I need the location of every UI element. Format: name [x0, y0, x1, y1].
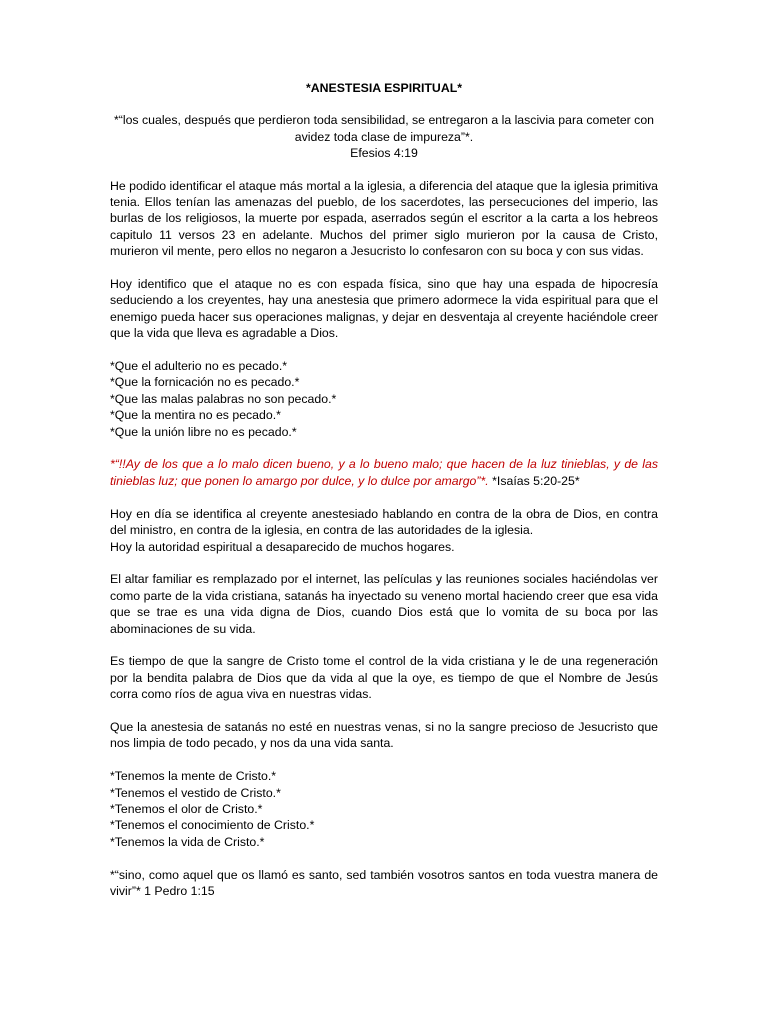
list-item: *Que la mentira no es pecado.* [110, 408, 281, 423]
paragraph-6: Que la anestesia de satanás no esté en nuestras venas, si no la sangre precioso de Jesucristo que nos limpia de todo pecado, y nos da una vida santa. [110, 719, 658, 751]
list-item: *Tenemos la mente de Cristo.* [110, 769, 277, 784]
paragraph-1: He podido identificar el ataque más mortal a la iglesia, a diferencia del ataque que la iglesia primitiva tenia. Ellos tenían las amenazas del pueblo, de los sacerdotes, las persecuciones del imperio, las burlas de los religiosos, la muerte por espada, aserrados según el escritor a la carta a los hebreos capitulo 11 versos 23 en adelante. Muchos del primer siglo murieron por la causa de Cristo, murieron vil mente, pero ellos no negaron a Jesucristo lo confesaron con su boca y con sus vidas. [110, 178, 658, 259]
list-item: *Que la unión libre no es pecado.* [110, 424, 297, 439]
sins-list [110, 358, 658, 440]
epigraph-reference: Efesios 4:19 [350, 146, 418, 161]
paragraph-4: El altar familiar es remplazado por el internet, las películas y las reuniones sociales haciéndolas ver como parte de la vida cristiana, satanás ha inyectado su veneno mortal haciendo creer que esa vida que se trae es una vida digna de Dios, cuando Dios está que lo vomita de su boca por las abominaciones de su vida. [110, 572, 658, 636]
isaiah-verse [110, 456, 658, 489]
list-item: *Tenemos el vestido de Cristo.* [110, 785, 281, 800]
paragraph-5: Es tiempo de que la sangre de Cristo tome el control de la vida cristiana y le de una regeneración por la bendita palabra de Dios que da vida al que la oye, es tiempo de que el Nombre de Jesús corra como ríos de agua viva en nuestras vidas. [110, 654, 658, 702]
paragraph-3-line-2: Hoy la autoridad espiritual a desaparecido de muchos hogares. [110, 539, 455, 554]
list-item: *Tenemos la vida de Cristo.* [110, 834, 265, 849]
list-item: *Que las malas palabras no son pecado.* [110, 391, 337, 406]
paragraph-2: Hoy identifico que el ataque no es con espada física, sino que hay una espada de hipocresía seduciendo a los creyentes, hay una anestesia que primero adormece la vida espiritual para que el enemigo pueda hacer sus operaciones malignas, y dejar en desventaja al creyente haciéndole creer que la vida que lleva es agradable a Dios. [110, 277, 658, 341]
list-item: *Tenemos el olor de Cristo.* [110, 801, 263, 816]
list-item: *Tenemos el conocimiento de Cristo.* [110, 818, 315, 833]
paragraph-3 [110, 506, 658, 555]
document-page [110, 80, 658, 916]
christ-list [110, 768, 658, 850]
document-title: *ANESTESIA ESPIRITUAL* [305, 81, 462, 95]
epigraph-quote: *“los cuales, después que perdieron toda sensibilidad, se entregaron a la lascivia para cometer con avidez toda clase de impureza”*. [113, 113, 655, 144]
isaiah-verse-reference: *Isaías 5:20-25* [492, 473, 580, 488]
paragraph-3-line-1: Hoy en día se identifica al creyente anestesiado hablando en contra de la obra de Dios, en contra del ministro, en contra de la iglesia, en contra de las autoridades de la iglesia. [110, 506, 658, 538]
closing-verse: *“sino, como aquel que os llamó es santo, sed también vosotros santos en toda vuestra manera de vivir”* 1 Pedro 1:15 [110, 867, 658, 898]
list-item: *Que el adulterio no es pecado.* [110, 359, 288, 374]
isaiah-verse-text: *“!!Ay de los que a lo malo dicen bueno, y a lo bueno malo; que hacen de la luz tinieblas, y de las tinieblas luz; que ponen lo amargo por dulce, y lo dulce por amargo”*. [110, 457, 658, 488]
list-item: *Que la fornicación no es pecado.* [110, 375, 300, 390]
